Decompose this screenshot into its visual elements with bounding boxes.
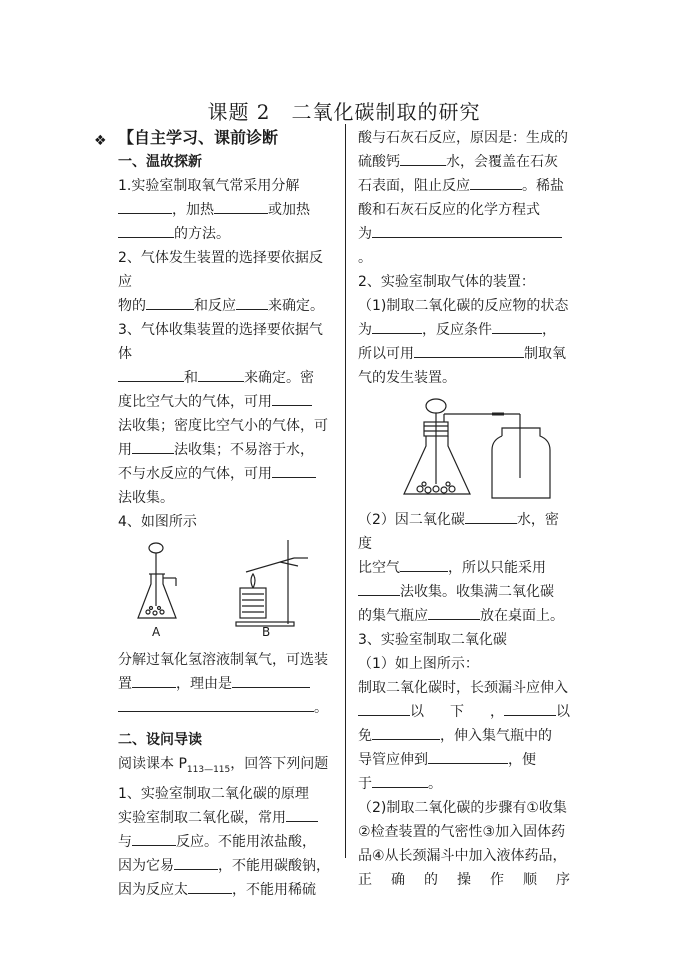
text: 石表面，阻止反应 — [358, 178, 470, 194]
text: 以 — [556, 704, 570, 720]
text: 法收集；不易溶于水， — [174, 442, 314, 458]
q3-line6 — [118, 462, 332, 486]
text: 为 — [358, 226, 372, 242]
text: 。 — [358, 250, 372, 266]
q3-line3 — [118, 390, 332, 414]
text: 免 — [358, 728, 372, 744]
blank — [198, 367, 244, 382]
left-column — [118, 126, 332, 902]
page-range: 113—115 — [186, 764, 231, 775]
figure-label-b: B — [262, 625, 271, 639]
page-title: 课题 2 二氧化碳制取的研究 — [207, 100, 481, 124]
blank — [358, 701, 410, 716]
blank — [232, 673, 310, 688]
q1-line3 — [118, 222, 332, 246]
text: 因为反应太 — [118, 881, 188, 898]
co2-apparatus-drawing — [358, 394, 570, 508]
q4-line1 — [118, 648, 332, 672]
apparatus-ab-drawing — [118, 536, 332, 640]
text: 1、实验室制取二氧化碳的原理 — [118, 785, 309, 802]
p1-line2 — [118, 830, 332, 854]
read-line — [118, 752, 332, 782]
text: 为 — [358, 322, 372, 338]
r-line2 — [358, 150, 570, 174]
text: 物的 — [118, 298, 146, 314]
f-line2 — [358, 676, 570, 700]
text: ， — [490, 704, 504, 720]
blank — [504, 701, 556, 716]
apparatus-figure-ab — [118, 536, 332, 640]
text: ，不能用碳酸钠， — [218, 857, 330, 874]
text: 作 — [490, 872, 504, 888]
r-line1 — [358, 126, 570, 150]
e-line3 — [358, 580, 570, 604]
text: 。 — [428, 776, 442, 792]
q4-line — [118, 510, 332, 534]
diamond-bullet-icon: ❖ — [94, 133, 107, 149]
text: ②检查装置的气密性③加入固体药 — [358, 824, 566, 840]
h2-line — [358, 270, 570, 294]
blank — [372, 773, 428, 788]
blank — [118, 367, 184, 382]
text: ，回答下列问题 — [230, 756, 329, 772]
d-line3 — [358, 342, 570, 366]
g-line4 — [358, 868, 570, 892]
section-header: 【自主学习、课前诊断 — [118, 128, 279, 147]
text: （1)制取二氧化碳的反应物的状态 — [358, 298, 569, 314]
blank — [236, 295, 268, 310]
q2-line1 — [118, 246, 332, 294]
blank — [146, 295, 194, 310]
figure-label-a: A — [152, 625, 161, 639]
blank — [372, 725, 440, 740]
blank — [400, 151, 446, 166]
text: 和 — [184, 370, 198, 386]
blank — [492, 319, 542, 334]
blank — [372, 319, 422, 334]
text: 因为它易 — [118, 857, 174, 874]
q3-line5 — [118, 438, 332, 462]
text: 酸和石灰石反应的化学方程式 — [358, 202, 540, 218]
text: 法收集；密度比空气小的气体，可 — [118, 418, 328, 434]
text: 法收集。 — [118, 490, 174, 506]
d-line4 — [358, 366, 570, 390]
blank — [272, 463, 316, 478]
r-line5 — [358, 222, 570, 246]
blank — [118, 223, 174, 238]
text: 1.实验室制取氧气常采用分解 — [118, 178, 300, 194]
text: （2）因二氧化碳 — [358, 512, 465, 528]
text: 导管应伸到 — [358, 752, 428, 768]
text: 4、如图所示 — [118, 514, 197, 530]
blank — [400, 557, 448, 572]
subsection-guided-reading: 二、设问导读 — [118, 732, 202, 748]
blank — [272, 391, 312, 406]
blank — [132, 439, 174, 454]
q1-line2 — [118, 198, 332, 222]
blank — [465, 509, 517, 524]
r-line6 — [358, 246, 570, 270]
q3-line4 — [118, 414, 332, 438]
text: 。稀盐 — [522, 178, 564, 194]
g-line1 — [358, 796, 570, 820]
text: 确 — [391, 872, 405, 888]
f-line4 — [358, 724, 570, 748]
q4-line2 — [118, 672, 332, 696]
q3-line2 — [118, 366, 332, 390]
text: 制取氧 — [524, 346, 566, 362]
d-line1 — [358, 294, 570, 318]
text: 序 — [556, 872, 570, 888]
text: ，便 — [508, 752, 536, 768]
text: ，加热 — [172, 202, 214, 218]
text: 和反应 — [194, 298, 236, 314]
e-line4 — [358, 604, 570, 628]
text: 度比空气大的气体，可用 — [118, 394, 272, 410]
f-line1 — [358, 652, 570, 676]
p1-line4 — [118, 878, 332, 902]
blank — [372, 223, 562, 238]
text: 的方法。 — [174, 226, 230, 242]
text: 置 — [118, 676, 132, 692]
blank — [286, 807, 318, 822]
text: （1）如上图所示： — [358, 656, 479, 672]
text: 阅读课本 P — [118, 756, 187, 772]
text: 与 — [118, 833, 132, 850]
p1-line1 — [118, 806, 332, 830]
text: 3、气体收集装置的选择要依据气体 — [118, 322, 323, 362]
text: 操 — [457, 872, 471, 888]
text: 品④从长颈漏斗中加入液体药品， — [358, 848, 567, 864]
text: 的 — [424, 872, 438, 888]
blank — [188, 879, 232, 894]
text: （2)制取二氧化碳的步骤有①收集 — [358, 800, 567, 816]
text: 硫酸钙 — [358, 154, 400, 170]
text: 比空气 — [358, 560, 400, 576]
blank — [358, 581, 400, 596]
g-line3 — [358, 844, 570, 868]
q3-line7 — [118, 486, 332, 510]
text: 分解过氧化氢溶液制氧气，可选装 — [118, 652, 328, 668]
text: 来确定。 — [268, 298, 324, 314]
q4-line3 — [118, 696, 332, 720]
text: 不与水反应的气体，可用 — [118, 466, 272, 482]
text: 2、实验室制取气体的装置： — [358, 274, 535, 290]
q1-line1 — [118, 174, 332, 198]
q3-line1 — [118, 318, 332, 366]
text: 用 — [118, 442, 132, 458]
co2-apparatus-figure — [358, 394, 570, 508]
blank — [174, 855, 218, 870]
text: 的集气瓶应 — [358, 608, 428, 624]
d-line2 — [358, 318, 570, 342]
g-line2 — [358, 820, 570, 844]
text: 水，会覆盖在石灰 — [446, 154, 558, 170]
f-line5 — [358, 748, 570, 772]
text: 放在桌面上。 — [480, 608, 564, 624]
r-line4 — [358, 198, 570, 222]
blank — [132, 831, 176, 846]
text: 水，密度 — [358, 512, 559, 552]
text: ，反应条件 — [422, 322, 492, 338]
blank — [214, 199, 268, 214]
text: 正 — [358, 872, 372, 888]
p1-heading — [118, 782, 332, 806]
blank — [414, 343, 524, 358]
text: 或加热 — [268, 202, 310, 218]
text: 法收集。收集满二氧化碳 — [400, 584, 554, 600]
text: 3、实验室制取二氧化碳 — [358, 632, 507, 648]
blank — [118, 697, 314, 712]
e-line1 — [358, 508, 570, 556]
e-line2 — [358, 556, 570, 580]
text: 反应。不能用浓盐酸， — [176, 833, 316, 850]
text: ，理由是 — [176, 676, 232, 692]
h3-line — [358, 628, 570, 652]
right-column — [358, 126, 570, 892]
f-line6 — [358, 772, 570, 796]
text: 所以可用 — [358, 346, 414, 362]
text: 下 — [450, 704, 464, 720]
blank — [132, 673, 176, 688]
q2-line2 — [118, 294, 332, 318]
subsection-review: 一、温故探新 — [118, 154, 202, 170]
blank — [118, 199, 172, 214]
text: 于 — [358, 776, 372, 792]
p1-line3 — [118, 854, 332, 878]
blank — [470, 175, 522, 190]
text: 以 — [410, 704, 424, 720]
blank — [428, 749, 508, 764]
text: ，所以只能采用 — [448, 560, 546, 576]
r-line3 — [358, 174, 570, 198]
column-divider — [345, 124, 346, 858]
text: ，不能用稀硫 — [232, 881, 316, 898]
text: 顺 — [523, 872, 537, 888]
text: ，伸入集气瓶中的 — [440, 728, 552, 744]
text: 制取二氧化碳时，长颈漏斗应伸入 — [358, 680, 568, 696]
f-line3 — [358, 700, 570, 724]
text: 。 — [314, 700, 328, 716]
blank — [428, 605, 480, 620]
text: 气的发生装置。 — [358, 370, 456, 386]
text: 来确定。密 — [244, 370, 314, 386]
text: ， — [542, 322, 556, 338]
text: 酸与石灰石反应，原因是：生成的 — [358, 130, 568, 146]
text: 2、气体发生装置的选择要依据反应 — [118, 250, 323, 290]
text: 实验室制取二氧化碳，常用 — [118, 809, 286, 826]
